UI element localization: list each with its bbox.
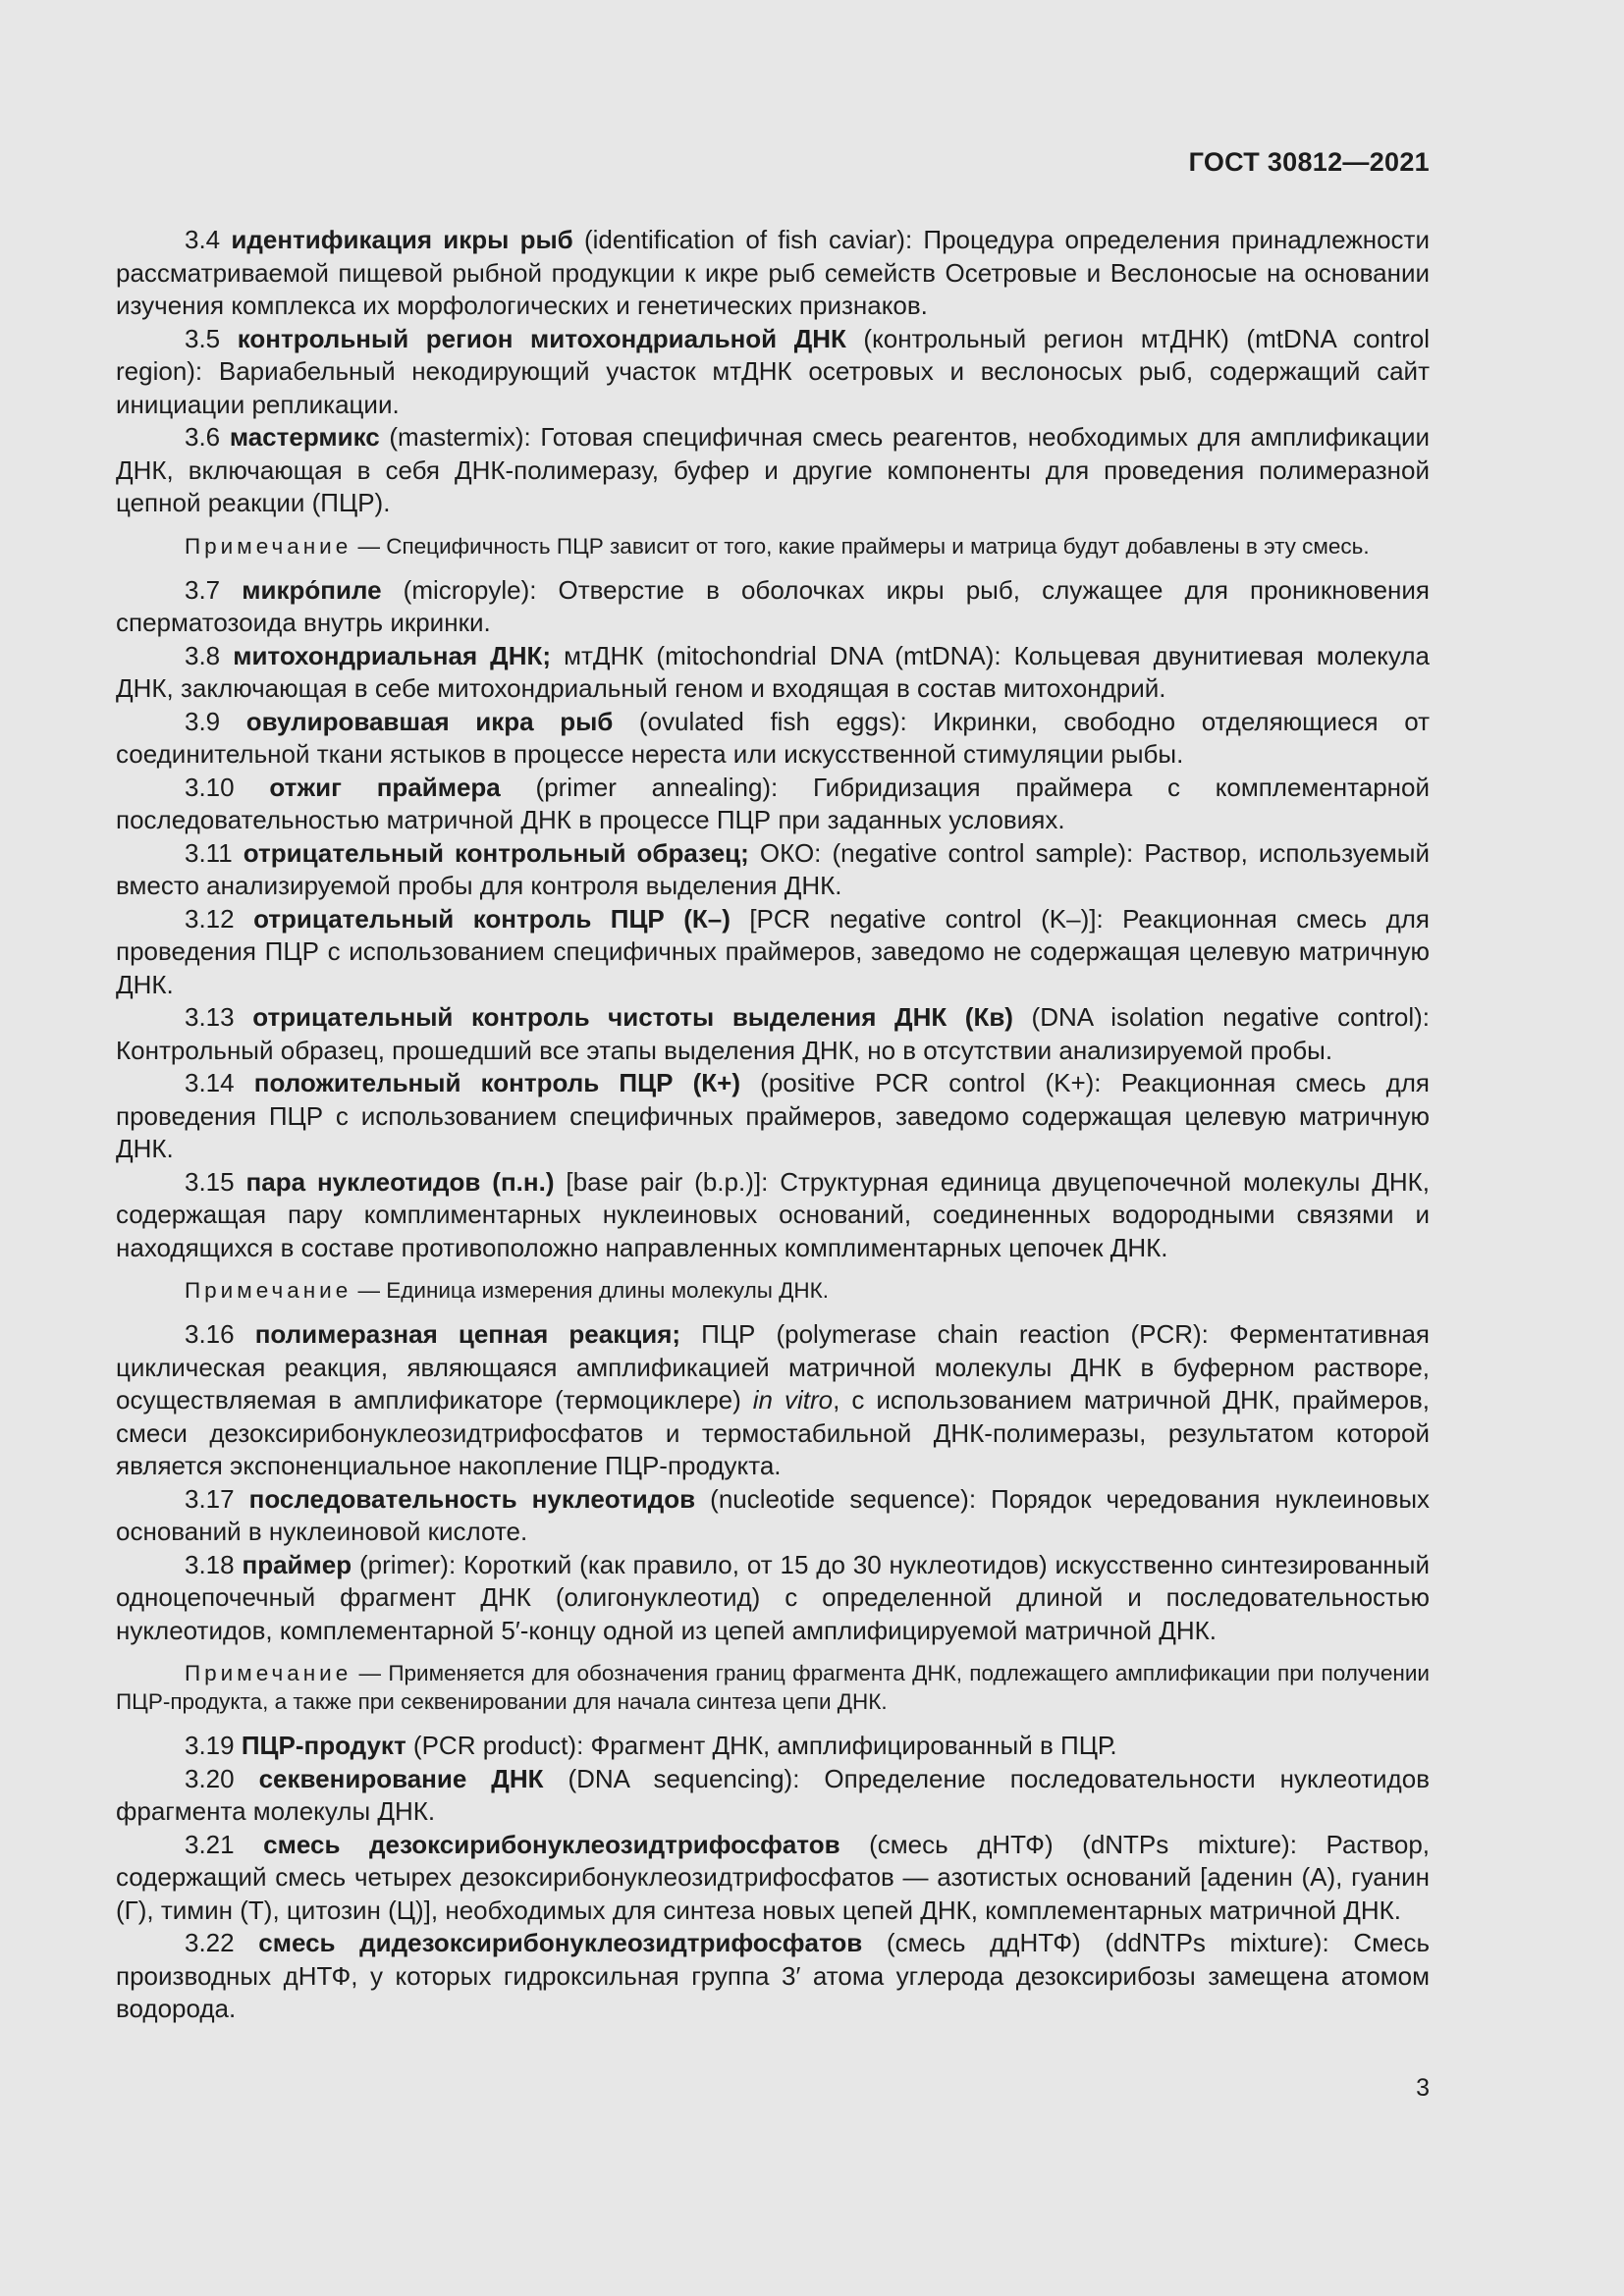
note (116, 532, 1430, 561)
term-name: мастермикс (229, 422, 380, 452)
term-definition (116, 224, 1430, 323)
term-definition (116, 640, 1430, 706)
term-name: контрольный регион митохондриальной ДНК (237, 323, 846, 353)
term-text: (DNA isolation negative control): Контрольный образец, прошедший все этапы выделения ДНК, но в отсутствии анализируемой пробы. (116, 1002, 1431, 1065)
term-text: ОКО: (negative control sample): Раствор, используемый вместо анализируемой пробы для контроля выделения ДНК. (116, 837, 1430, 900)
term-text: (primer): Короткий (как правило, от 15 до 30 нуклеотидов) искусственно синтезированный одноцепочечный фрагмент ДНК (олигонуклеотид) с определенной длиной и последовательностью нуклеотидов, комплементарной 5′-концу одной из цепей амплифицируемой матричной ДНК. (116, 1549, 1430, 1645)
term-number: 3.19 (185, 1731, 235, 1760)
document-standard-id: ГОСТ 30812—2021 (1188, 147, 1430, 177)
term-name: микро́пиле (242, 574, 382, 605)
term-name: полимеразная цепная реакция; (254, 1319, 681, 1349)
page-number: 3 (1416, 2074, 1430, 2102)
term-number: 3.13 (185, 1002, 235, 1032)
term-name: митохондриальная ДНК; (233, 640, 552, 670)
term-number: 3.14 (185, 1068, 235, 1097)
note-text: — Применяется для обозначения границ фрагмента ДНК, подлежащего амплификации при получении ПЦР-продукта, а также при секвенировании для начала синтеза цепи ДНК. (116, 1661, 1430, 1714)
term-definition (116, 1829, 1430, 1928)
term-text: мтДНК (mitochondrial DNA (mtDNA): Кольцевая двунитиевая молекула ДНК, заключающая в себе митохондриальный геном и входящая в состав митохондрий. (116, 640, 1430, 703)
term-name: отжиг праймера (269, 772, 501, 802)
term-text: (ovulated fish eggs): Икринки, свободно отделяющиеся от соединительной ткани ястыков в процессе нереста или искусственной стимуляции рыбы. (116, 706, 1430, 769)
term-definition (116, 1763, 1430, 1829)
term-definition (116, 1483, 1430, 1549)
term-name: овулировавшая икра рыб (245, 706, 614, 736)
term-text: (DNA sequencing): Определение последовательности нуклеотидов фрагмента молекулы ДНК. (116, 1763, 1431, 1826)
term-name: праймер (242, 1549, 352, 1579)
term-number: 3.12 (185, 903, 235, 934)
note-label: Примечание (185, 533, 352, 559)
term-number: 3.20 (185, 1763, 235, 1793)
term-text: (positive PCR control (K+): Реакционная смесь для проведения ПЦР с использованием специфичных праймеров, заведомо содержащая целевую матричную ДНК. (116, 1068, 1430, 1163)
term-italic: in vitro (752, 1385, 834, 1415)
term-name: положительный контроль ПЦР (К+) (253, 1068, 740, 1097)
term-name: отрицательный контрольный образец; (243, 837, 749, 868)
term-text: (nucleotide sequence): Порядок чередования нуклеиновых оснований в нуклеиновой кислоте. (116, 1483, 1431, 1546)
term-name: смесь дезоксирибонуклеозидтрифосфатов (263, 1829, 840, 1859)
term-number: 3.6 (185, 422, 221, 452)
term-number: 3.4 (185, 225, 221, 254)
term-text-cont: , с использованием матричной ДНК, праймеров, смеси дезоксирибонуклеозидтрифосфатов и термостабильной ДНК-полимеразы, результатом которой является экспоненциальное накопление ПЦР-продукта. (116, 1385, 1430, 1480)
term-number: 3.16 (185, 1319, 235, 1349)
term-number: 3.7 (185, 574, 221, 605)
term-text: (смесь ддНТФ) (ddNTPs mixture): Смесь производных дНТФ, у которых гидроксильная группа 3′ атома углерода дезоксирибозы замещена атомом водорода. (116, 1928, 1430, 2023)
term-name: последовательность нуклеотидов (248, 1483, 696, 1514)
terms-definitions-body (116, 224, 1430, 2026)
term-name: смесь дидезоксирибонуклеозидтрифосфатов (258, 1928, 863, 1957)
term-definition (116, 323, 1430, 422)
term-text: (PCR product): Фрагмент ДНК, амплифицированный в ПЦР. (406, 1731, 1117, 1760)
term-definition (116, 903, 1430, 1002)
term-name: идентификация икры рыб (231, 225, 573, 254)
term-definition (116, 421, 1430, 520)
note-label: Примечание (185, 1661, 352, 1685)
term-text: (mastermix): Готовая специфичная смесь реагентов, необходимых для амплификации ДНК, включающая в себя ДНК-полимеразу, буфер и другие компоненты для проведения полимеразной цепной реакции (ПЦР). (116, 422, 1431, 517)
term-definition (116, 1001, 1430, 1067)
term-text: (identification of fish caviar): Процедура определения принадлежности рассматриваемой пищевой рыбной продукции к икре рыб семейств Осетровые и Веслоносые на основании изучения комплекса их морфологических и генетических признаков. (116, 225, 1430, 320)
term-number: 3.22 (185, 1928, 235, 1957)
term-text: [PCR negative control (K–)]: Реакционная смесь для проведения ПЦР с использованием специфичных праймеров, заведомо не содержащая целевую матричную ДНК. (116, 903, 1430, 999)
term-number: 3.9 (185, 706, 221, 736)
term-number: 3.8 (185, 640, 221, 670)
term-number: 3.5 (185, 323, 221, 353)
note (116, 1659, 1430, 1716)
term-name: пара нуклеотидов (п.н.) (245, 1166, 555, 1197)
term-text: (смесь дНТФ) (dNTPs mixture): Раствор, содержащий смесь четырех дезоксирибонуклеозидтрифосфатов — азотистых оснований [аденин (А), гуанин (Г), тимин (Т), цитозин (Ц)], необходимых для синтеза новых цепей ДНК, комплементарных матричной ДНК. (116, 1829, 1431, 1925)
term-text: ПЦР (polymerase chain reaction (PCR): Ферментативная циклическая реакция, являющаяся амплификацией матричной молекулы ДНК в буферном растворе, осуществляемая в амплификаторе (термоциклере) (116, 1319, 1430, 1415)
term-name: ПЦР-продукт (241, 1731, 406, 1760)
term-name: отрицательный контроль чистоты выделения ДНК (Кв) (252, 1002, 1013, 1032)
term-definition (116, 574, 1430, 640)
term-definition (116, 772, 1430, 837)
note (116, 1276, 1430, 1305)
term-definition (116, 1549, 1430, 1648)
term-definition (116, 1927, 1430, 2026)
term-number: 3.18 (185, 1549, 235, 1579)
term-definition (116, 1730, 1430, 1763)
term-definition (116, 837, 1430, 903)
term-text: (micropyle): Отверстие в оболочках икры рыб, служащее для проникновения сперматозоида внутрь икринки. (116, 574, 1431, 637)
term-number: 3.21 (185, 1829, 235, 1859)
term-name: отрицательный контроль ПЦР (К–) (253, 903, 731, 934)
term-text: (контрольный регион мтДНК) (mtDNA control region): Вариабельный некодирующий участок мтДНК осетровых и веслоносых рыб, содержащий сайт инициации репликации. (116, 323, 1431, 419)
term-definition (116, 1166, 1430, 1265)
term-name: секвенирование ДНК (258, 1763, 544, 1793)
term-definition (116, 1318, 1430, 1483)
term-definition (116, 1067, 1430, 1166)
term-text: (primer annealing): Гибридизация праймера с комплементарной последовательностью матричной ДНК в процессе ПЦР при заданных условиях. (116, 772, 1430, 834)
term-number: 3.17 (185, 1483, 235, 1514)
note-text: — Специфичность ПЦР зависит от того, какие праймеры и матрица будут добавлены в эту смесь. (352, 533, 1370, 559)
note-text: — Единица измерения длины молекулы ДНК. (352, 1278, 829, 1303)
term-number: 3.15 (185, 1166, 235, 1197)
term-text: [base pair (b.p.)]: Структурная единица двуцепочечной молекулы ДНК, содержащая пару комплиментарных нуклеиновых оснований, соединенных водородными связями и находящихся в составе противоположно направленных комплиментарных цепочек ДНК. (116, 1166, 1431, 1262)
note-label: Примечание (185, 1278, 352, 1303)
term-number: 3.11 (185, 837, 233, 868)
term-definition (116, 706, 1430, 772)
term-number: 3.10 (185, 772, 235, 802)
